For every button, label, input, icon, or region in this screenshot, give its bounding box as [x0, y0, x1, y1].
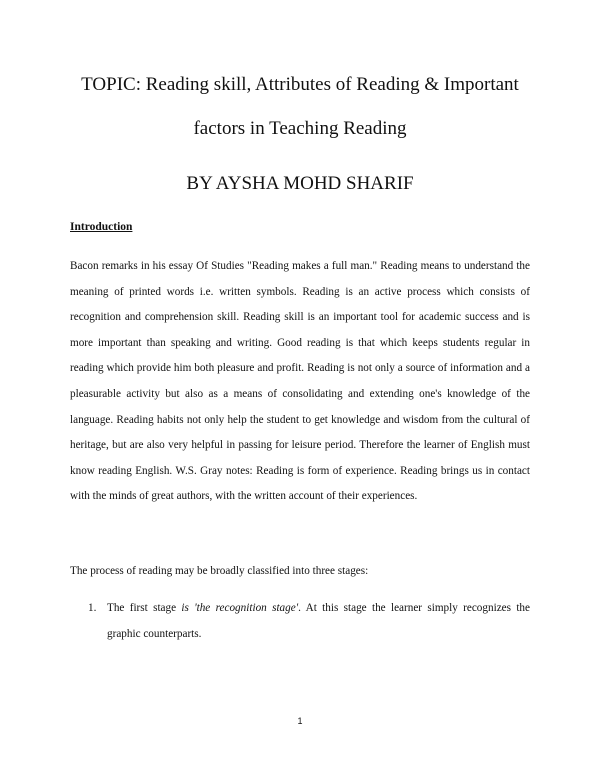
list-item-number: 1. [88, 602, 97, 614]
document-title-line-2: factors in Teaching Reading [193, 118, 407, 139]
author-line: BY AYSHA MOHD SHARIF [186, 173, 414, 194]
list-item-emphasis: is 'the recognition stage' [181, 602, 299, 614]
list-item-lead-text: The first stage [107, 602, 182, 614]
list-item-rest-text: . At this stage the learner simply recognizes the graphic counterparts. [107, 602, 530, 640]
list-item [88, 596, 530, 647]
document-title-line-1: TOPIC: Reading skill, Attributes of Reading & Important [81, 74, 519, 95]
stages-list [88, 596, 530, 647]
page-number: 1 [297, 716, 303, 726]
introduction-paragraph: Bacon remarks in his essay Of Studies "Reading makes a full man." Reading means to understand the meaning of printed words i.e. written symbols. Reading is an active process which consists of recognition and comprehension skill. Reading skill is an important tool for academic success and is more important than speaking and writing. Good reading is that which keeps students regular in reading which provide him both pleasure and profit. Reading is not only a source of information and a pleasurable activity but also as a means of consolidating and extending one's knowledge of the language. Reading habits not only help the student to get knowledge and wisdom from the cultural of heritage, but are also very helpful in passing for leisure period. Therefore the learner of English must know reading English. W.S. Gray notes: Reading is form of experience. Reading brings us in contact with the minds of great authors, with the written account of their experiences. [70, 260, 530, 503]
section-heading-introduction: Introduction [70, 221, 133, 233]
stages-intro-paragraph: The process of reading may be broadly classified into three stages: [70, 565, 369, 577]
